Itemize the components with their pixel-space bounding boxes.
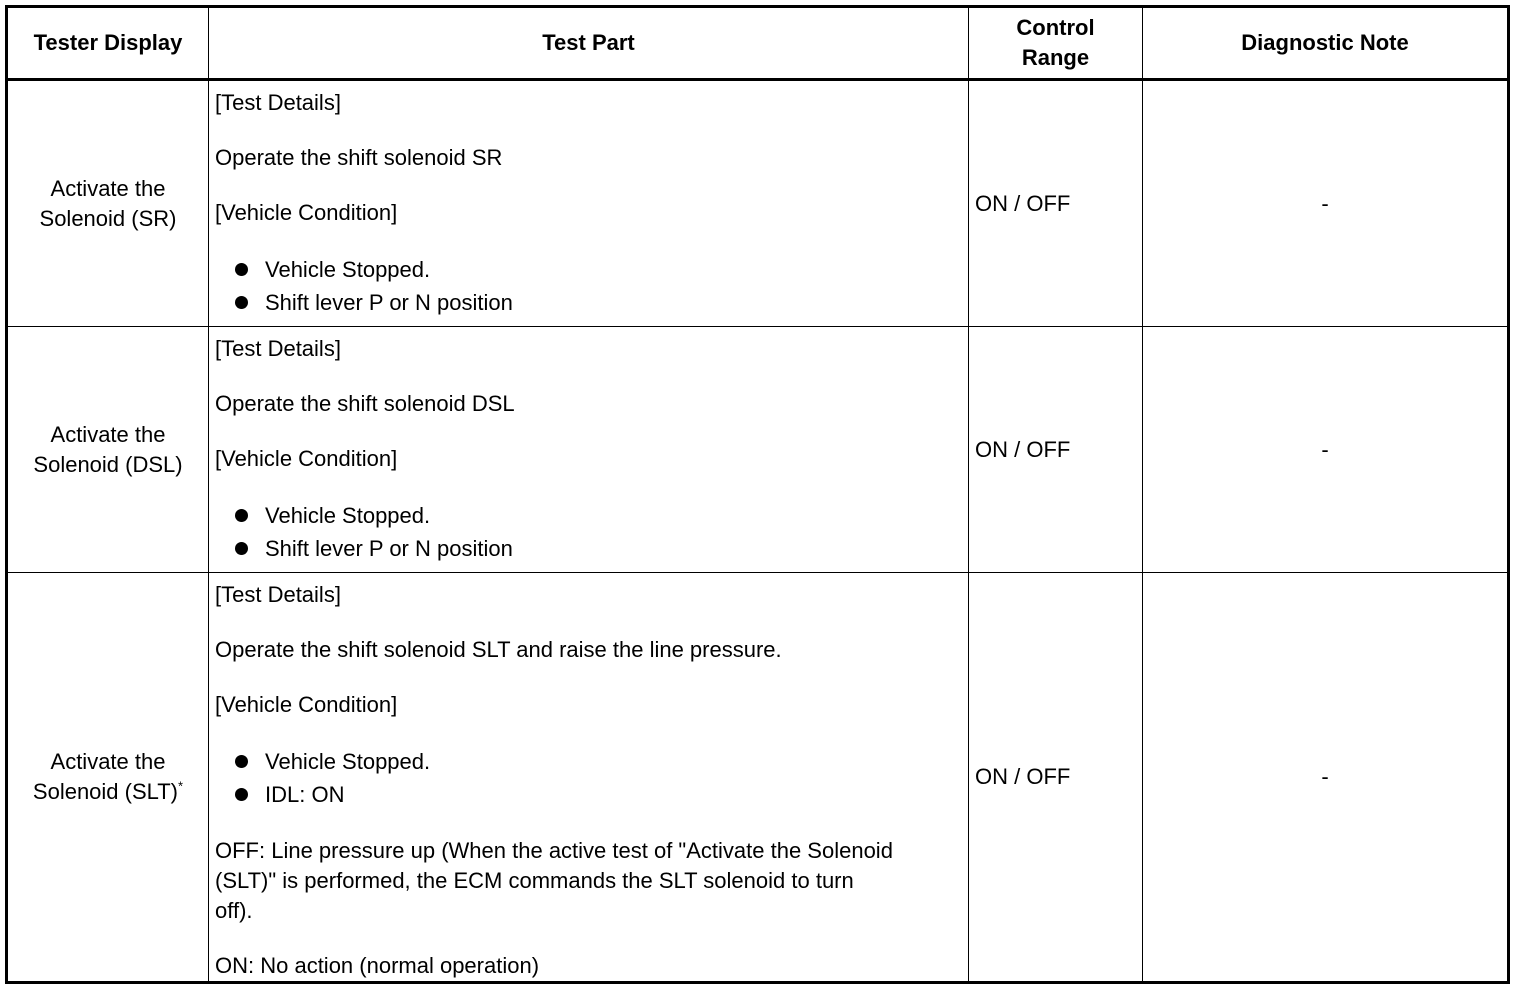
off-description: OFF: Line pressure up (When the active test of "Activate the Solenoid (SLT)" is performed, the ECM commands the SLT solenoid to turn off). [215, 838, 893, 923]
list-item [233, 253, 962, 286]
tester-display-text: Activate the Solenoid (SR) [39, 175, 177, 231]
list-item [233, 499, 962, 532]
header-control-range-text: Control Range [1016, 15, 1095, 70]
bullet-icon [235, 542, 248, 555]
list-item [233, 778, 962, 811]
condition-text: Vehicle Stopped. [265, 503, 431, 528]
test-part-cell [209, 573, 969, 983]
bullet-icon [235, 263, 248, 276]
bullet-icon [235, 296, 248, 309]
bullet-icon [235, 755, 248, 768]
table-row [7, 327, 1509, 573]
condition-text: Vehicle Stopped. [265, 749, 431, 774]
bullet-icon [235, 509, 248, 522]
condition-list [215, 745, 962, 811]
tester-display-text: Activate the Solenoid (SLT) [32, 749, 179, 804]
test-details-text: Operate the shift solenoid SLT and raise the line pressure. [215, 637, 782, 662]
control-range-cell: ON / OFF [969, 573, 1143, 983]
condition-text: Shift lever P or N position [265, 536, 513, 561]
bullet-icon [235, 788, 248, 801]
list-item [233, 745, 962, 778]
on-description: ON: No action (normal operation) [215, 953, 540, 978]
condition-text: IDL: ON [265, 782, 345, 807]
header-test-part: Test Part [209, 7, 969, 80]
header-control-range [969, 7, 1143, 80]
control-range-cell: ON / OFF [969, 327, 1143, 573]
header-tester-display: Tester Display [7, 7, 209, 80]
header-row [7, 7, 1509, 80]
test-details-label: [Test Details] [215, 90, 341, 115]
vehicle-condition-label: [Vehicle Condition] [215, 692, 398, 717]
list-item [233, 532, 962, 565]
tester-display-cell [7, 80, 209, 327]
tester-display-text: Activate the Solenoid (DSL) [33, 421, 183, 477]
condition-list [215, 253, 962, 319]
diagnostic-note-cell: - [1143, 573, 1509, 983]
condition-text: Vehicle Stopped. [265, 257, 431, 282]
vehicle-condition-label: [Vehicle Condition] [215, 200, 398, 225]
table-row [7, 573, 1509, 983]
test-details-label: [Test Details] [215, 336, 341, 361]
footnote-marker: * [178, 778, 184, 794]
active-test-table [5, 5, 1510, 984]
test-details-label: [Test Details] [215, 582, 341, 607]
test-part-cell [209, 327, 969, 573]
tester-display-cell [7, 327, 209, 573]
diagnostic-note-cell: - [1143, 327, 1509, 573]
vehicle-condition-label: [Vehicle Condition] [215, 446, 398, 471]
test-part-cell [209, 80, 969, 327]
test-details-text: Operate the shift solenoid DSL [215, 391, 515, 416]
table-row [7, 80, 1509, 327]
table-container [5, 5, 1507, 978]
tester-display-wrap [18, 747, 198, 807]
diagnostic-note-cell: - [1143, 80, 1509, 327]
condition-text: Shift lever P or N position [265, 290, 513, 315]
tester-display-cell [7, 573, 209, 983]
list-item [233, 286, 962, 319]
test-details-text: Operate the shift solenoid SR [215, 145, 503, 170]
condition-list [215, 499, 962, 565]
header-diagnostic-note: Diagnostic Note [1143, 7, 1509, 80]
control-range-cell: ON / OFF [969, 80, 1143, 327]
